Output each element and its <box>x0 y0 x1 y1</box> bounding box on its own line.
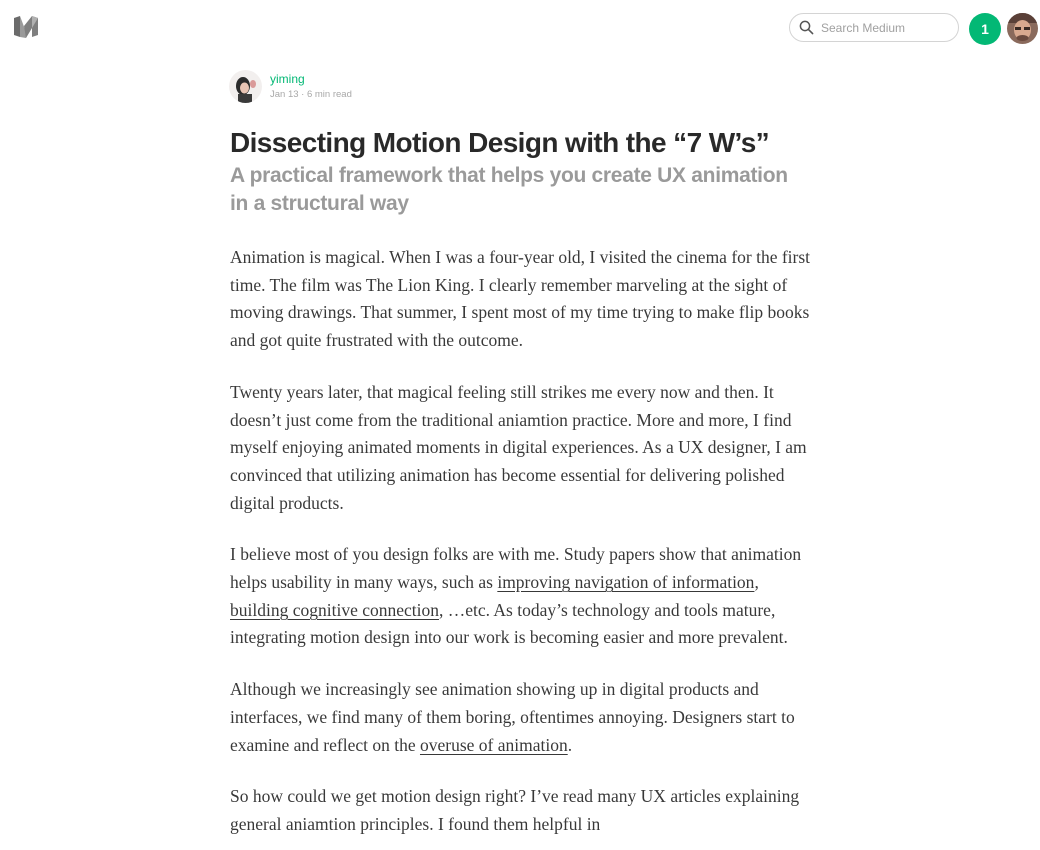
paragraph-3 <box>230 541 820 652</box>
paragraph-4 <box>230 676 820 759</box>
user-avatar[interactable] <box>1007 13 1038 44</box>
search-icon <box>799 20 814 35</box>
medium-logo-icon[interactable] <box>12 14 42 40</box>
paragraph-4-text-b: . <box>567 734 573 755</box>
search-input[interactable] <box>821 21 941 35</box>
article-title: Dissecting Motion Design with the “7 W’s” <box>230 127 770 158</box>
link-improving-navigation[interactable]: improving navigation of information <box>497 572 755 593</box>
link-building-cognitive-connection[interactable]: building cognitive connection <box>230 599 439 620</box>
notification-count: 1 <box>981 21 989 37</box>
paragraph-5: So how could we get motion design right? I’ve read many UX articles explaining general aniamtion principles. I found them helpful in <box>230 786 800 834</box>
search-box[interactable] <box>789 13 959 42</box>
notification-badge[interactable] <box>969 13 1001 45</box>
paragraph-2: Twenty years later, that magical feeling still strikes me every now and then. It doesn’t just come from the traditional aniamtion practice. More and more, I find myself enjoying animated moments in digital experiences. As a UX designer, I am convinced that utilizing animation has become essential for delivering polished digital products. <box>230 381 807 513</box>
paragraph-3-text-a: I believe most of you design folks are with me. Study papers show that animation helps usability in many ways, such as <box>230 544 802 593</box>
post-meta: Jan 13 · 6 min read <box>270 89 352 100</box>
author-name-link[interactable]: yiming <box>270 72 305 86</box>
paragraph-3-text-b: , <box>754 572 759 593</box>
article-subtitle: A practical framework that helps you create UX animation in a structural way <box>230 164 788 215</box>
author-avatar[interactable] <box>229 70 262 103</box>
paragraph-4-text-a: Although we increasingly see animation showing up in digital products and interfaces, we find many of them boring, oftentimes annoying. Designers start to examine and reflect on the <box>230 679 795 755</box>
link-overuse-of-animation[interactable]: overuse of animation <box>419 734 568 755</box>
paragraph-1: Animation is magical. When I was a four-year old, I visited the cinema for the first time. The film was The Lion King. I clearly remember marveling at the sight of moving drawings. That summer, I spent most of my time trying to make flip books and got quite frustrated with the outcome. <box>230 247 811 351</box>
article-body <box>230 124 820 839</box>
paragraph-3-text-c: , …etc. As today’s technology and tools mature, integrating motion design into our work is becoming easier and more prevalent. <box>230 599 788 648</box>
